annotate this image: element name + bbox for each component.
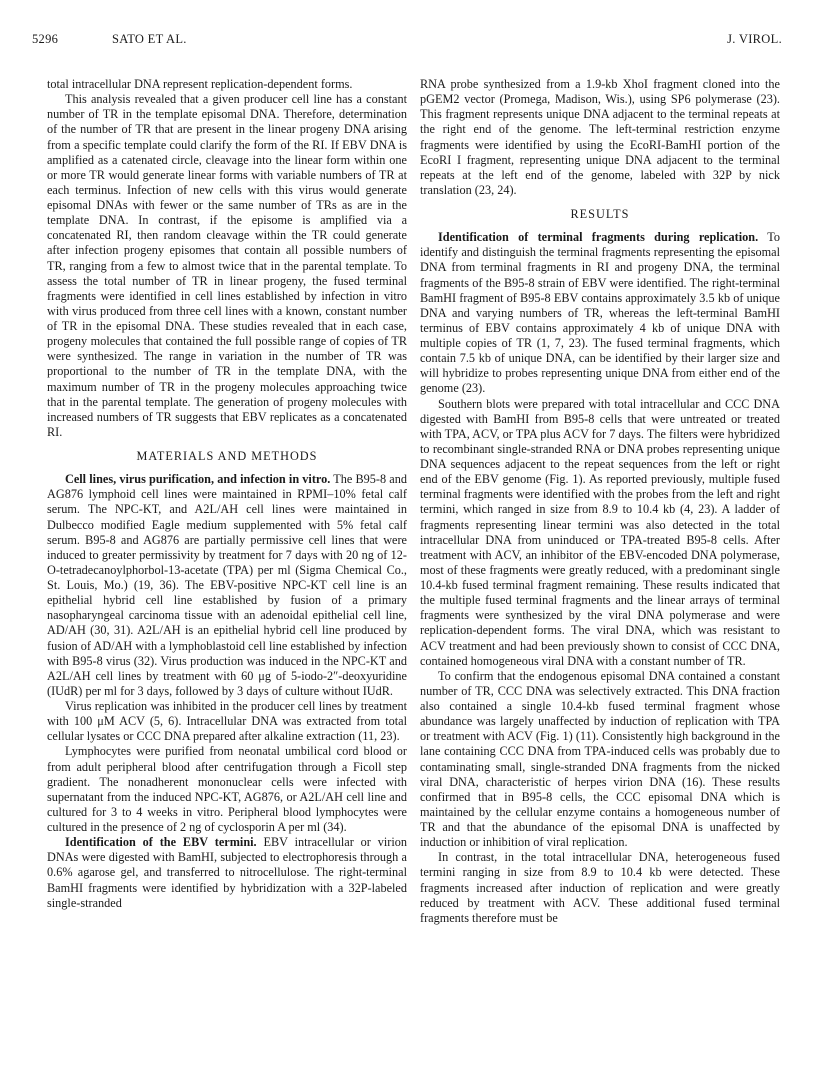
paragraph: total intracellular DNA represent replication-dependent forms. xyxy=(47,77,353,91)
paragraph xyxy=(47,472,407,699)
paragraph xyxy=(47,835,407,911)
left-column xyxy=(47,77,407,911)
paragraph xyxy=(420,230,780,396)
section-heading-materials-methods: MATERIALS AND METHODS xyxy=(136,449,318,463)
run-in-heading: Identification of the EBV termini. xyxy=(65,835,257,850)
journal-name: J. VIROL. xyxy=(727,32,782,46)
paragraph: In contrast, in the total intracellular DNA, heterogeneous fused termini ranging in size from 8.9 to 10.4 kb were detected. These fragments increased after induction of replication and were greatly reduced by treatment with ACV. These additional fused terminal fragments therefore must be xyxy=(420,850,780,925)
run-in-heading: Cell lines, virus purification, and infection in vitro. xyxy=(65,472,331,487)
paragraph: Lymphocytes were purified from neonatal umbilical cord blood or from adult peripheral blood after centrifugation through a Ficoll step gradient. The nonadherent mononuclear cells were infected with supernatant from the induced NPC-KT, AG876, or A2L/AH cell line and cultured for 3 to 4 weeks in vitro. Peripheral blood lymphocytes were cultured in the presence of 2 ng of cyclosporin A per ml (34). xyxy=(47,744,407,834)
paragraph: RNA probe synthesized from a 1.9-kb XhoI fragment cloned into the pGEM2 vector (Promega, Madison, Wis.), using SP6 polymerase (23). This fragment represents unique DNA adjacent to the terminal repeats at the right end of the genome. The left-terminal restriction enzyme fragments were identified by using the EcoRI-BamHI portion of the EcoRI I fragment, representing unique DNA adjacent to the terminal repeats at the left end of the genome, labeled with 32P by nick translation (23, 24). xyxy=(420,77,780,197)
paragraph-body: EBV intracellular or virion DNAs were digested with BamHI, subjected to electrophoresis through a 0.6% agarose gel, and transferred to nitrocellulose. The right-terminal BamHI fragments were identified by hybridization with a 32P-labeled single-stranded xyxy=(47,835,408,910)
page-number: 5296 xyxy=(32,32,59,46)
run-in-heading: Identification of terminal fragments during replication. xyxy=(438,230,759,245)
paragraph: Virus replication was inhibited in the producer cell lines by treatment with 100 μM ACV (5, 6). Intracellular DNA was extracted from total cellular lysates or CCC DNA prepared after alkaline extraction (11, 23). xyxy=(47,699,407,744)
paragraph-body: To identify and distinguish the terminal fragments representing the episomal DNA from terminal fragments in RI and progeny DNA, the terminal fragments of the B95-8 strain of EBV were identified. The right-terminal BamHI fragment of B95-8 EBV contains approximately 3.5 kb of unique DNA and varying numbers of TR, whereas the left-terminal BamHI terminus of EBV contains approximately 4 kb of unique DNA with multiple copies of TR (1, 7, 23). The fused terminal fragments, which contain 7.5 kb of unique DNA, can be identified by their larger size and will hybridize to probes representing unique DNA from either end of the genome (23). xyxy=(420,230,780,396)
section-heading-results: RESULTS xyxy=(570,207,630,221)
paragraph-body: The B95-8 and AG876 lymphoid cell lines were maintained in RPMI–10% fetal calf serum. The NPC-KT, and A2L/AH cell lines were maintained in Dulbecco modified Eagle medium supplemented with 5% fetal calf serum. B95-8 and AG876 are partially permissive cell lines that were induced to greater permissivity by treatment for 7 days with 20 ng of 12-O-tetradecanoylphorbol-13-acetate (TPA) per ml (Sigma Chemical Co., St. Louis, Mo.) (19, 36). The EBV-positive NPC-KT cell line is an epithelial hybrid cell line established by fusion of a primary nasopharyngeal carcinoma tissue with an adenoidal epithelial cell line, AD/AH (30, 31). A2L/AH is an epithelial hybrid cell line produced by fusion of AD/AH with a lymphoblastoid cell line established by infection with B95-8 virus (32). Virus production was induced in the NPC-KT and A2L/AH cell lines by treatment with 60 μg of 5-iodo-2″-deoxyuridine (IUdR) per ml for 3 days, followed by 3 days of culture without IUdR. xyxy=(47,472,407,698)
paragraph: Southern blots were prepared with total intracellular and CCC DNA digested with BamHI from B95-8 cells that were untreated or treated with TPA, ACV, or TPA plus ACV for 7 days. The filters were hybridized to recombinant single-stranded RNA or DNA probes representing unique DNA sequences adjacent to the repeat sequences from the left or right end of the EBV genome (Fig. 1). As reported previously, multiple fused terminal fragments were identified with the probes from the left and right termini, which ranged in size from 8.9 to 10.4 kb (4, 23). A ladder of fragments representing linear termini was also detected in the total intracellular DNA from uninduced or TPA-treated B95-8 cells. After treatment with ACV, an inhibitor of the EBV-encoded DNA polymerase, most of these fragments were greatly reduced, with a predominant single 10.4-kb fused terminal fragment remaining. These results indicated that the multiple fused terminal fragments and the linear arrays of terminal fragments were synthesized by the viral DNA polymerase and were replication-dependent forms. The viral DNA, which was resistant to ACV treatment and had been previously shown to consist of CCC DNA, contained homogeneous viral DNA with a constant number of TR. xyxy=(420,396,780,668)
page-header xyxy=(32,32,782,52)
right-column xyxy=(420,77,780,926)
paragraph: This analysis revealed that a given producer cell line has a constant number of TR in the template episomal DNA. Therefore, determination of the number of TR that are present in the linear progeny DNA arising from a specific template could clarify the form of the RI. If EBV DNA is amplified as a catenated circle, cleavage into the linear form within one or more TR would generate linear forms with variable numbers of TR at each terminus. Infection of new cells with this virus would generate episomal DNAs with fewer or the same number of TRs as are in the template DNA. In contrast, if the episome is amplified via a concatenated RI, then random cleavage within the TR could generate after infection progeny episomes that contain all possible numbers of TR, ranging from a few to almost twice that in the parental template. To assess the total number of TR in linear progeny, the fused terminal fragments were identified in cell lines established by infection in vitro with virus produced from three cell lines with a known, constant number of TR in the episomal DNA. These studies revealed that in each case, progeny molecules that contained the full possible range of copies of TR were synthesized. The range in variation in the number of TR was proportional to the number of TR in the template DNA, with the maximum number of TR in the progeny molecules approaching twice that in the parental template. The generation of progeny molecules with increased numbers of TR suggests that EBV replicates as a concatenated RI. xyxy=(47,92,407,439)
paragraph: To confirm that the endogenous episomal DNA contained a constant number of TR, CCC DNA was selectively extracted. This DNA fraction also contained a single 10.4-kb fused terminal fragment whose abundance was largely unaffected by induction of replication with TPA or treatment with ACV (Fig. 1) (11). Consistently high background in the lane containing CCC DNA from TPA-induced cells was probably due to contaminating small, single-stranded DNA fragments from the nicked viral DNA, characteristic of herpes virion DNA (16). These results confirmed that in B95-8 cells, the CCC episomal DNA which is maintained by the cellular enzyme contains a homogeneous number of TR and that the abundance of the episomal DNA is unaffected by induction or inhibition of viral replication. xyxy=(420,668,780,850)
running-authors: SATO ET AL. xyxy=(112,32,187,46)
